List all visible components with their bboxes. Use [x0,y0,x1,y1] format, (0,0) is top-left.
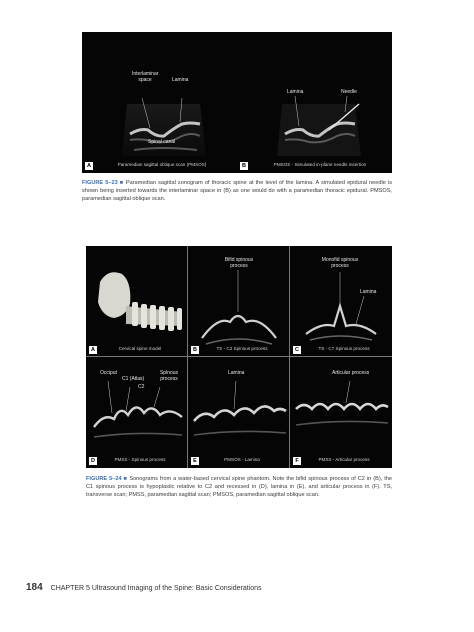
panel-divider [86,356,392,357]
fig24-f-letter: F [293,457,301,465]
fig23-a-label-spinal-canal: Spinal canal [148,139,176,145]
figure-5-24-number: FIGURE 5–24 [86,476,122,482]
fig24-f-label-articular: Articular process [332,370,370,376]
panel-divider [187,246,188,468]
page-number: 184 [26,582,43,593]
fig24-b-caption: TS - C2 Spinous process [216,346,268,351]
fig24-f-caption: PMSS - Articular process [318,457,370,462]
fig24-b-letter: B [191,346,199,354]
fig24-d-label-c2: C2 [138,384,145,390]
fig23-panel-a [82,32,237,173]
figure-5-24-text: Sonograms from a water-based cervical spine phantom. Note the bifid spinous process of C2 in (B), the C1 spinous process is hypoplastic relative to C2 and recessed in (D), lamina in (E), and articular process in (F). TS, transverse scan; PMSS, paramedian sagittal scan; PMSOS, paramedian sagittal oblique scan. [86,476,392,498]
caption-bullet: ■ [123,476,128,482]
fig24-d-caption: PMSS - Spinous process [114,457,166,462]
fig24-d-label-spinous: Spinous process [159,370,179,382]
fig24-d-label-occiput: Occiput [100,370,117,376]
fig24-e-caption: PMSOS - Lamina [224,457,260,462]
fig24-panel-f [290,357,392,468]
fig24-a-caption: Cervical spine model [118,346,162,351]
figure-5-23-image [82,32,392,173]
figure-5-23-number: FIGURE 5–23 [82,180,118,186]
fig24-c-label-lamina: Lamina [360,289,377,295]
fig24-c-label-monofid: Monofid spinous process [321,257,359,269]
fig23-b-letter: B [240,162,248,170]
fig24-c-caption: TS - C7 Spinous process [318,346,370,351]
fig24-panel-b [188,246,290,357]
fig24-a-letter: A [89,346,97,354]
fig24-c-letter: C [293,346,301,354]
fig23-a-caption: Paramedian sagittal oblique scan (PMSOS) [117,162,207,167]
fig23-b-label-needle: Needle [341,89,357,95]
panel-divider [289,246,290,468]
fig24-panel-c [290,246,392,357]
fig24-panel-a [86,246,188,357]
fig23-panel-b-sonogram [237,32,392,173]
figure-5-24-caption [86,475,392,499]
fig23-a-label-interlaminar: Interlaminar space [132,71,159,83]
caption-bullet: ■ [119,180,124,186]
fig24-d-letter: D [89,457,97,465]
fig24-d-label-c1: C1 (Atlas) [122,376,145,382]
fig24-panel-d [86,357,188,468]
fig24-b-label-bifid: Bifid spinous process [224,257,254,269]
fig24-e-label-lamina: Lamina [228,370,245,376]
page-footer [26,582,262,593]
fig24-panel-e [188,357,290,468]
fig23-a-letter: A [85,162,93,170]
fig23-b-caption: PMSOS - Simulated in-plane needle insertion [273,162,367,167]
figure-5-24-image [86,246,392,468]
running-footer: CHAPTER 5 Ultrasound Imaging of the Spine: Basic Considerations [50,585,262,592]
fig23-b-label-lamina: Lamina [287,89,304,95]
fig23-panel-b [237,32,392,173]
figure-5-23-text: Paramedian sagittal sonogram of thoracic spine at the level of the lamina. A simulated epidural needle is shown being inserted towards the interlaminar space in (B) as one would do with a paramedian thoracic epidural. PMSOS, paramedian sagittal oblique scan. [82,180,393,202]
figure-5-23-caption [82,179,392,203]
fig23-a-label-lamina: Lamina [172,77,189,83]
fig23-panel-a-sonogram [82,32,237,173]
fig24-panel-a-spine-model [86,246,188,357]
fig24-e-letter: E [191,457,199,465]
